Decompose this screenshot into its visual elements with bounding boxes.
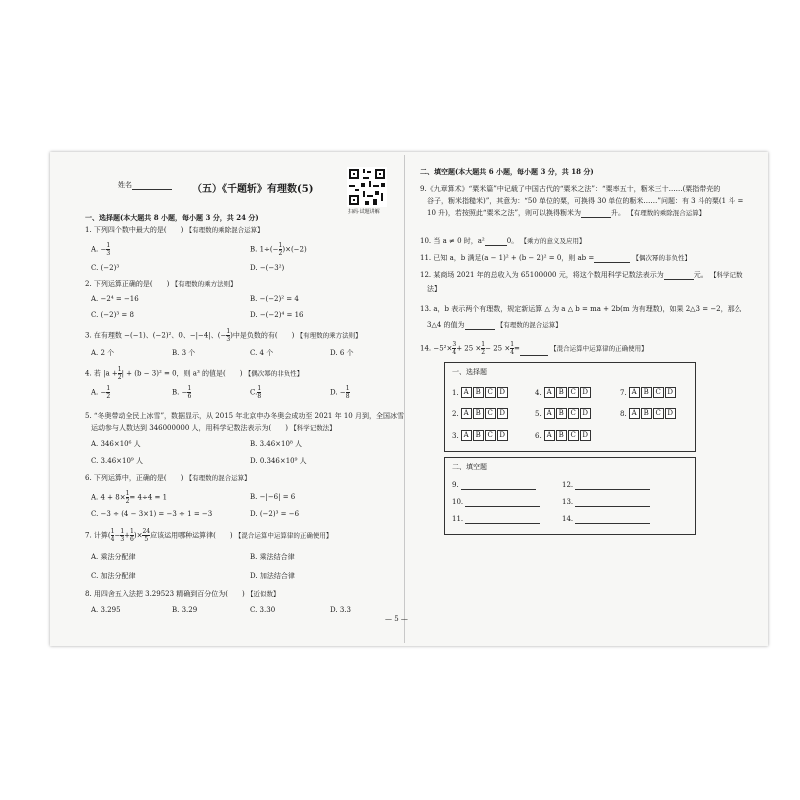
qr-caption: 扫码·试题讲解 xyxy=(348,209,380,215)
choice-bubble-c[interactable]: C xyxy=(568,408,579,419)
choice-bubble-d[interactable]: D xyxy=(497,387,508,398)
fill-answer-row[interactable]: 10. xyxy=(452,498,540,507)
q5-option-a: A. 346×10⁶ 人 xyxy=(91,440,141,448)
choice-bubble-c[interactable]: C xyxy=(485,408,496,419)
q6-tag: 【有理数的混合运算】 xyxy=(185,474,251,482)
q2-option-c: C. (−2)³ = 8 xyxy=(91,311,134,319)
q2-option-d: D. −(−2)⁴ = 16 xyxy=(250,311,304,319)
center-fold xyxy=(404,155,405,643)
q7-option-b: B. 乘法结合律 xyxy=(250,553,295,561)
q10-stem: 10. 当 a ≠ 0 时，a² 0。 【乘方的意义及应用】 xyxy=(420,237,586,245)
q1-option-a: A. − $\frac{1}{3}$ xyxy=(91,242,111,257)
q4-option-a: A. − $\frac{1}{2}$ xyxy=(91,385,111,400)
q8-option-a: A. 3.295 xyxy=(91,606,121,614)
q5-line2: 运动参与人数达到 346000000 人，用科学记数法表示为( ) 【科学记数法】 xyxy=(91,424,336,432)
q14-tag: 【混合运算中运算律的正确使用】 xyxy=(550,344,648,353)
choice-bubble-a[interactable]: A xyxy=(461,387,472,398)
fill-answer-heading: 二、填空题 xyxy=(452,463,487,471)
q6-stem: 6. 下列运算中，正确的是( ) 【有理数的混合运算】 xyxy=(85,474,251,482)
choice-number: 7. xyxy=(620,388,627,397)
q3-option-b: B. 3 个 xyxy=(172,349,196,357)
choice-answer-row xyxy=(620,408,677,419)
choice-bubble-b[interactable]: B xyxy=(556,387,567,398)
q5-option-c: C. 3.46×10⁹ 人 xyxy=(91,457,143,465)
q7-option-a: A. 乘法分配律 xyxy=(91,553,136,561)
q3-tag: 【有理数的乘方法则】 xyxy=(296,331,362,340)
choice-bubble-c[interactable]: C xyxy=(568,430,579,441)
q2-option-b: B. −(−2)² = 4 xyxy=(250,295,299,303)
choice-bubble-d[interactable]: D xyxy=(580,387,591,398)
choice-bubble-b[interactable]: B xyxy=(473,408,484,419)
choice-number: 1. xyxy=(452,388,459,397)
fill-answer-row[interactable]: 13. xyxy=(562,498,650,507)
q4-option-d: D. − $\frac{1}{8}$ xyxy=(330,385,350,400)
choice-number: 6. xyxy=(535,431,542,440)
q12-tag-cont: 法】 xyxy=(427,285,441,293)
choice-answer-heading: 一、选择题 xyxy=(452,368,487,376)
q9-line3: 10 升)，若按照此“粟米之法”，则可以换得粝米为 升。 【有理数的乘除混合运算】 xyxy=(427,209,706,217)
choice-bubble-a[interactable]: A xyxy=(461,408,472,419)
choice-answer-row xyxy=(452,387,509,398)
q2-option-a: A. −2⁴ = −16 xyxy=(91,295,139,303)
choice-bubble-c[interactable]: C xyxy=(568,387,579,398)
fill-answer-row[interactable]: 14. xyxy=(562,515,650,524)
q6-option-c: C. −3 ÷ (4 − 3×1) = −3 ÷ 1 = −3 xyxy=(91,510,213,518)
name-label: 姓名 xyxy=(118,181,172,190)
choice-answer-row xyxy=(452,408,509,419)
choice-bubble-c[interactable]: C xyxy=(653,387,664,398)
choice-number: 5. xyxy=(535,409,542,418)
q7-option-c: C. 加法分配律 xyxy=(91,572,136,580)
choice-bubble-a[interactable]: A xyxy=(629,408,640,419)
q6-option-a: A. 4 + 8× $\frac{1}{2}$ = 4÷4 = 1 xyxy=(91,490,168,505)
q13-line1: 13. a，b 表示两个有理数，规定新运算 △ 为 a △ b = ma + 2b(m 为有理数)，如果 2△3 = −2，那么 xyxy=(420,305,742,313)
q13-tag: 【有理数的混合运算】 xyxy=(496,321,562,329)
choice-bubble-d[interactable]: D xyxy=(665,387,676,398)
q7-tag: 【混合运算中运算律的正确使用】 xyxy=(234,531,333,540)
choice-bubble-b[interactable]: B xyxy=(556,430,567,441)
choice-bubble-b[interactable]: B xyxy=(641,387,652,398)
choice-bubble-c[interactable]: C xyxy=(485,430,496,441)
q5-tag: 【科学记数法】 xyxy=(290,424,336,432)
q2-stem: 2. 下列运算正确的是( ) 【有理数的乘方法则】 xyxy=(85,280,237,288)
q6-option-b: B. −|−6| = 6 xyxy=(250,493,296,501)
choice-bubble-d[interactable]: D xyxy=(497,408,508,419)
section2-heading: 二、填空题(本大题共 6 小题，每小题 3 分，共 18 分) xyxy=(420,167,594,176)
q9-line2: 谷子，粝米指糙米)”，其意为：“50 单位的粟，可换得 30 单位的粝米……”问题：有 3 斗的粟(1 斗 = xyxy=(427,197,744,205)
fill-answer-row[interactable]: 12. xyxy=(562,481,650,490)
fill-answer-row[interactable]: 9. xyxy=(452,481,536,490)
choice-bubble-b[interactable]: B xyxy=(473,430,484,441)
choice-bubble-b[interactable]: B xyxy=(556,408,567,419)
q5-line1: 5. “冬奥带动全民上冰雪”，数据显示，从 2015 年北京申办冬奥会成功至 2021 年 10 月到，全国冰雪 xyxy=(85,412,404,420)
q3-option-c: C. 4 个 xyxy=(250,349,274,357)
q4-stem: 4. 若 |a + $\frac{1}{2}$ | + (b − 3)² = 0，则 a³ 的值是( ) 【偶次幂的非负性】 xyxy=(85,366,304,381)
q1-option-d: D. −(−3²) xyxy=(250,264,285,272)
q3-option-d: D. 6 个 xyxy=(330,349,354,357)
q6-option-d: D. (−2)³ = −6 xyxy=(250,510,300,518)
choice-answer-row xyxy=(535,387,592,398)
q8-option-b: B. 3.29 xyxy=(172,606,198,614)
choice-bubble-d[interactable]: D xyxy=(580,408,591,419)
choice-answer-row xyxy=(452,430,509,441)
choice-answer-row xyxy=(535,408,592,419)
q3-option-a: A. 2 个 xyxy=(91,349,115,357)
fill-answer-row[interactable]: 11. xyxy=(452,515,540,524)
choice-number: 2. xyxy=(452,409,459,418)
q5-option-b: B. 3.46×10⁸ 人 xyxy=(250,440,302,448)
q13-line2: 3△4 的值为 【有理数的混合运算】 xyxy=(427,321,562,329)
choice-number: 4. xyxy=(535,388,542,397)
choice-bubble-a[interactable]: A xyxy=(629,387,640,398)
q1-tag: 【有理数的乘除混合运算】 xyxy=(185,226,264,234)
choice-bubble-a[interactable]: A xyxy=(461,430,472,441)
choice-number: 3. xyxy=(452,431,459,440)
q9-tag: 【有理数的乘除混合运算】 xyxy=(627,209,706,217)
q12-tag: 【科学记数 xyxy=(709,271,743,279)
q2-tag: 【有理数的乘方法则】 xyxy=(171,280,237,288)
choice-bubble-a[interactable]: A xyxy=(544,408,555,419)
choice-bubble-b[interactable]: B xyxy=(473,387,484,398)
q14-stem: 14. −5²× $\frac{3}{4}$ + 25 × $\frac{1}{2}$ − 25 × $\frac{1}{4}$ = 【混合运算中运算律的正确使用】 xyxy=(420,341,648,356)
q4-option-c: C. $\frac{1}{8}$ xyxy=(250,385,262,400)
choice-bubble-d[interactable]: D xyxy=(580,430,591,441)
q1-stem: 1. 下列四个数中最大的是( ) 【有理数的乘除混合运算】 xyxy=(85,226,264,234)
q8-option-d: D. 3.3 xyxy=(330,606,351,614)
choice-answer-row xyxy=(620,387,677,398)
q8-option-c: C. 3.30 xyxy=(250,606,276,614)
choice-bubble-c[interactable]: C xyxy=(653,408,664,419)
choice-bubble-d[interactable]: D xyxy=(497,430,508,441)
choice-bubble-d[interactable]: D xyxy=(665,408,676,419)
choice-bubble-b[interactable]: B xyxy=(641,408,652,419)
q11-tag: 【偶次幂的非负性】 xyxy=(632,254,691,262)
q9-line1: 9.《九章算术》“粟米篇”中记载了中国古代的“粟米之法”：“粟率五十，粝米三十……(粟指带壳的 xyxy=(420,185,721,193)
qr-code-icon xyxy=(347,167,387,207)
section1-heading: 一、选择题(本大题共 8 小题，每小题 3 分，共 24 分) xyxy=(85,213,259,222)
q5-option-d: D. 0.346×10⁹ 人 xyxy=(250,457,307,465)
choice-answer-row xyxy=(535,430,592,441)
q1-option-c: C. (−2)³ xyxy=(91,264,120,272)
q7-stem: 7. 计算( $\frac{1}{4}$ − $\frac{1}{3}$ + $\frac{1}{6}$ )× $\frac{24}{5}$ 应该运用哪种运算律( ) 【混合运算中运算律的正确使用】 xyxy=(85,528,333,543)
q3-stem: 3. 在有理数 −(−1)、(−2)²、0、−|−4|、(− $\frac{1}{3}$ )中是负数的有( ) 【有理数的乘方法则】 xyxy=(85,328,362,343)
q4-tag: 【偶次幂的非负性】 xyxy=(244,369,304,378)
q12-line1: 12. 某商场 2021 年的总收入为 65100000 元，将这个数用科学记数法表示为 元。 【科学记数 xyxy=(420,271,743,279)
q10-tag: 【乘方的意义及应用】 xyxy=(520,237,586,245)
page-title: （五）《千题斩》有理数(5) xyxy=(192,184,314,195)
choice-bubble-a[interactable]: A xyxy=(544,430,555,441)
choice-bubble-a[interactable]: A xyxy=(544,387,555,398)
q11-stem: 11. 已知 a，b 满足(a − 1)² + (b − 2)² = 0，则 ab = 【偶次幂的非负性】 xyxy=(420,254,691,262)
choice-number: 8. xyxy=(620,409,627,418)
q4-option-b: B. − $\frac{1}{6}$ xyxy=(172,385,192,400)
q8-tag: 【近似数】 xyxy=(247,590,280,598)
choice-bubble-c[interactable]: C xyxy=(485,387,496,398)
q1-option-b: B. 1÷(− $\frac{1}{2}$ )×(−2) xyxy=(250,242,307,257)
q7-option-d: D. 加法结合律 xyxy=(250,572,295,580)
q8-stem: 8. 用四舍五入法把 3.29523 精确到百分位为( ) 【近似数】 xyxy=(85,590,280,598)
page-number: — 5 — xyxy=(385,615,408,623)
